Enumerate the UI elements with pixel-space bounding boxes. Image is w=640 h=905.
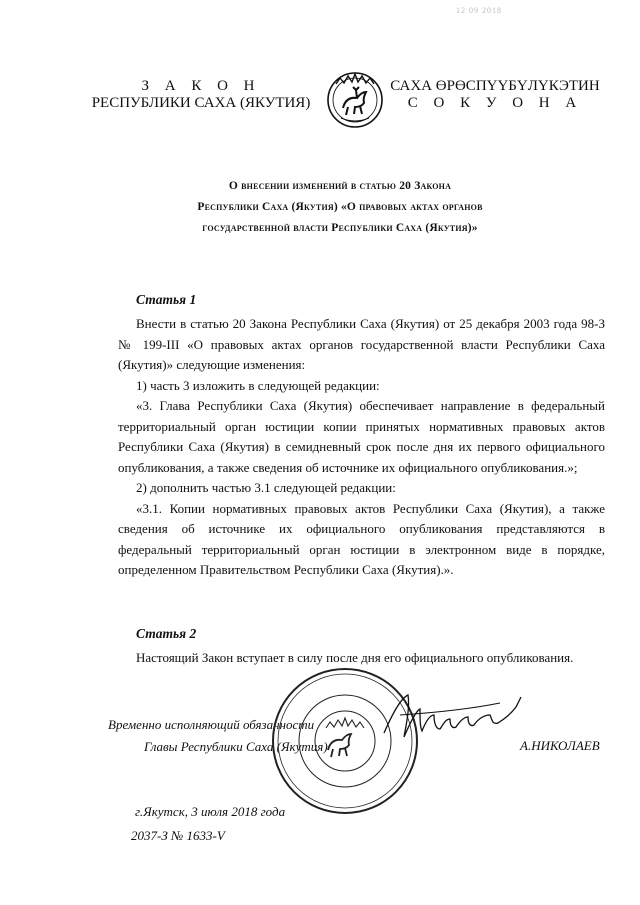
article-1-paragraph: 1) часть 3 изложить в следующей редакции:: [136, 377, 380, 393]
header-right-republic: САХА ӨРӨСПҮҮБҮЛҮКЭТИН: [390, 78, 600, 94]
header-right-law-word: С О К У О Н А: [407, 95, 583, 111]
article-1-paragraph: Внести в статью 20 Закона Республики Саха (Якутия) от 25 декабря 2003 года 98-З № 199-III «О правовых актах органов государственной власти Республики Саха (Якутия)» следующие изменения:: [118, 316, 605, 372]
header-left-law-word: З А К О Н: [141, 78, 261, 94]
signatory-name: А.НИКОЛАЕВ: [520, 738, 600, 753]
article-1-paragraph: 2) дополнить частью 3.1 следующей редакции:: [136, 480, 396, 495]
place-and-date: г.Якутск, 3 июля 2018 года: [135, 804, 286, 819]
article-1-paragraph: «3. Глава Республики Саха (Якутия) обеспечивает направление в федеральный территориальный орган юстиции копии принятых нормативных правовых актов Республики Саха (Якутия) в семидневный срок после дня их первого официального опубликования, а также сведения об источнике их официального опубликования.»;: [118, 398, 605, 475]
signatory-title-line-1: Временно исполняющий обязанности: [108, 717, 315, 732]
handwritten-signature-icon: [380, 685, 525, 745]
title-line-2: Республики Саха (Якутия) «О правовых актах органов: [197, 201, 483, 213]
title-line-1: О внесении изменений в статью 20 Закона: [228, 180, 452, 192]
title-line-3: государственной власти Республики Саха (Якутия)»: [202, 222, 478, 234]
document-number: 2037-З № 1633-V: [131, 828, 225, 843]
signatory-title-line-2: Главы Республики Саха (Якутия): [144, 739, 328, 754]
header-left-republic: РЕСПУБЛИКИ САХА (ЯКУТИЯ): [91, 95, 311, 111]
article-1-paragraph: «3.1. Копии нормативных правовых актов Республики Саха (Якутия), а также сведения об источнике их официального опубликования представляются в федеральный территориальный орган юстиции в электронном виде в порядке, определенном Правительством Республики Саха (Якутия).».: [118, 500, 605, 577]
article-1-body: [118, 314, 605, 581]
header-left: [86, 78, 316, 112]
document-title: [120, 176, 560, 239]
republic-emblem-icon: [326, 70, 384, 130]
article-1-heading: Статья 1: [136, 292, 197, 307]
header-right: [380, 78, 610, 112]
article-2-paragraph: Настоящий Закон вступает в силу после дня его официального опубликования.: [136, 650, 574, 665]
corner-mark: 12 09 2018: [456, 6, 502, 15]
article-2-heading: Статья 2: [136, 626, 197, 641]
